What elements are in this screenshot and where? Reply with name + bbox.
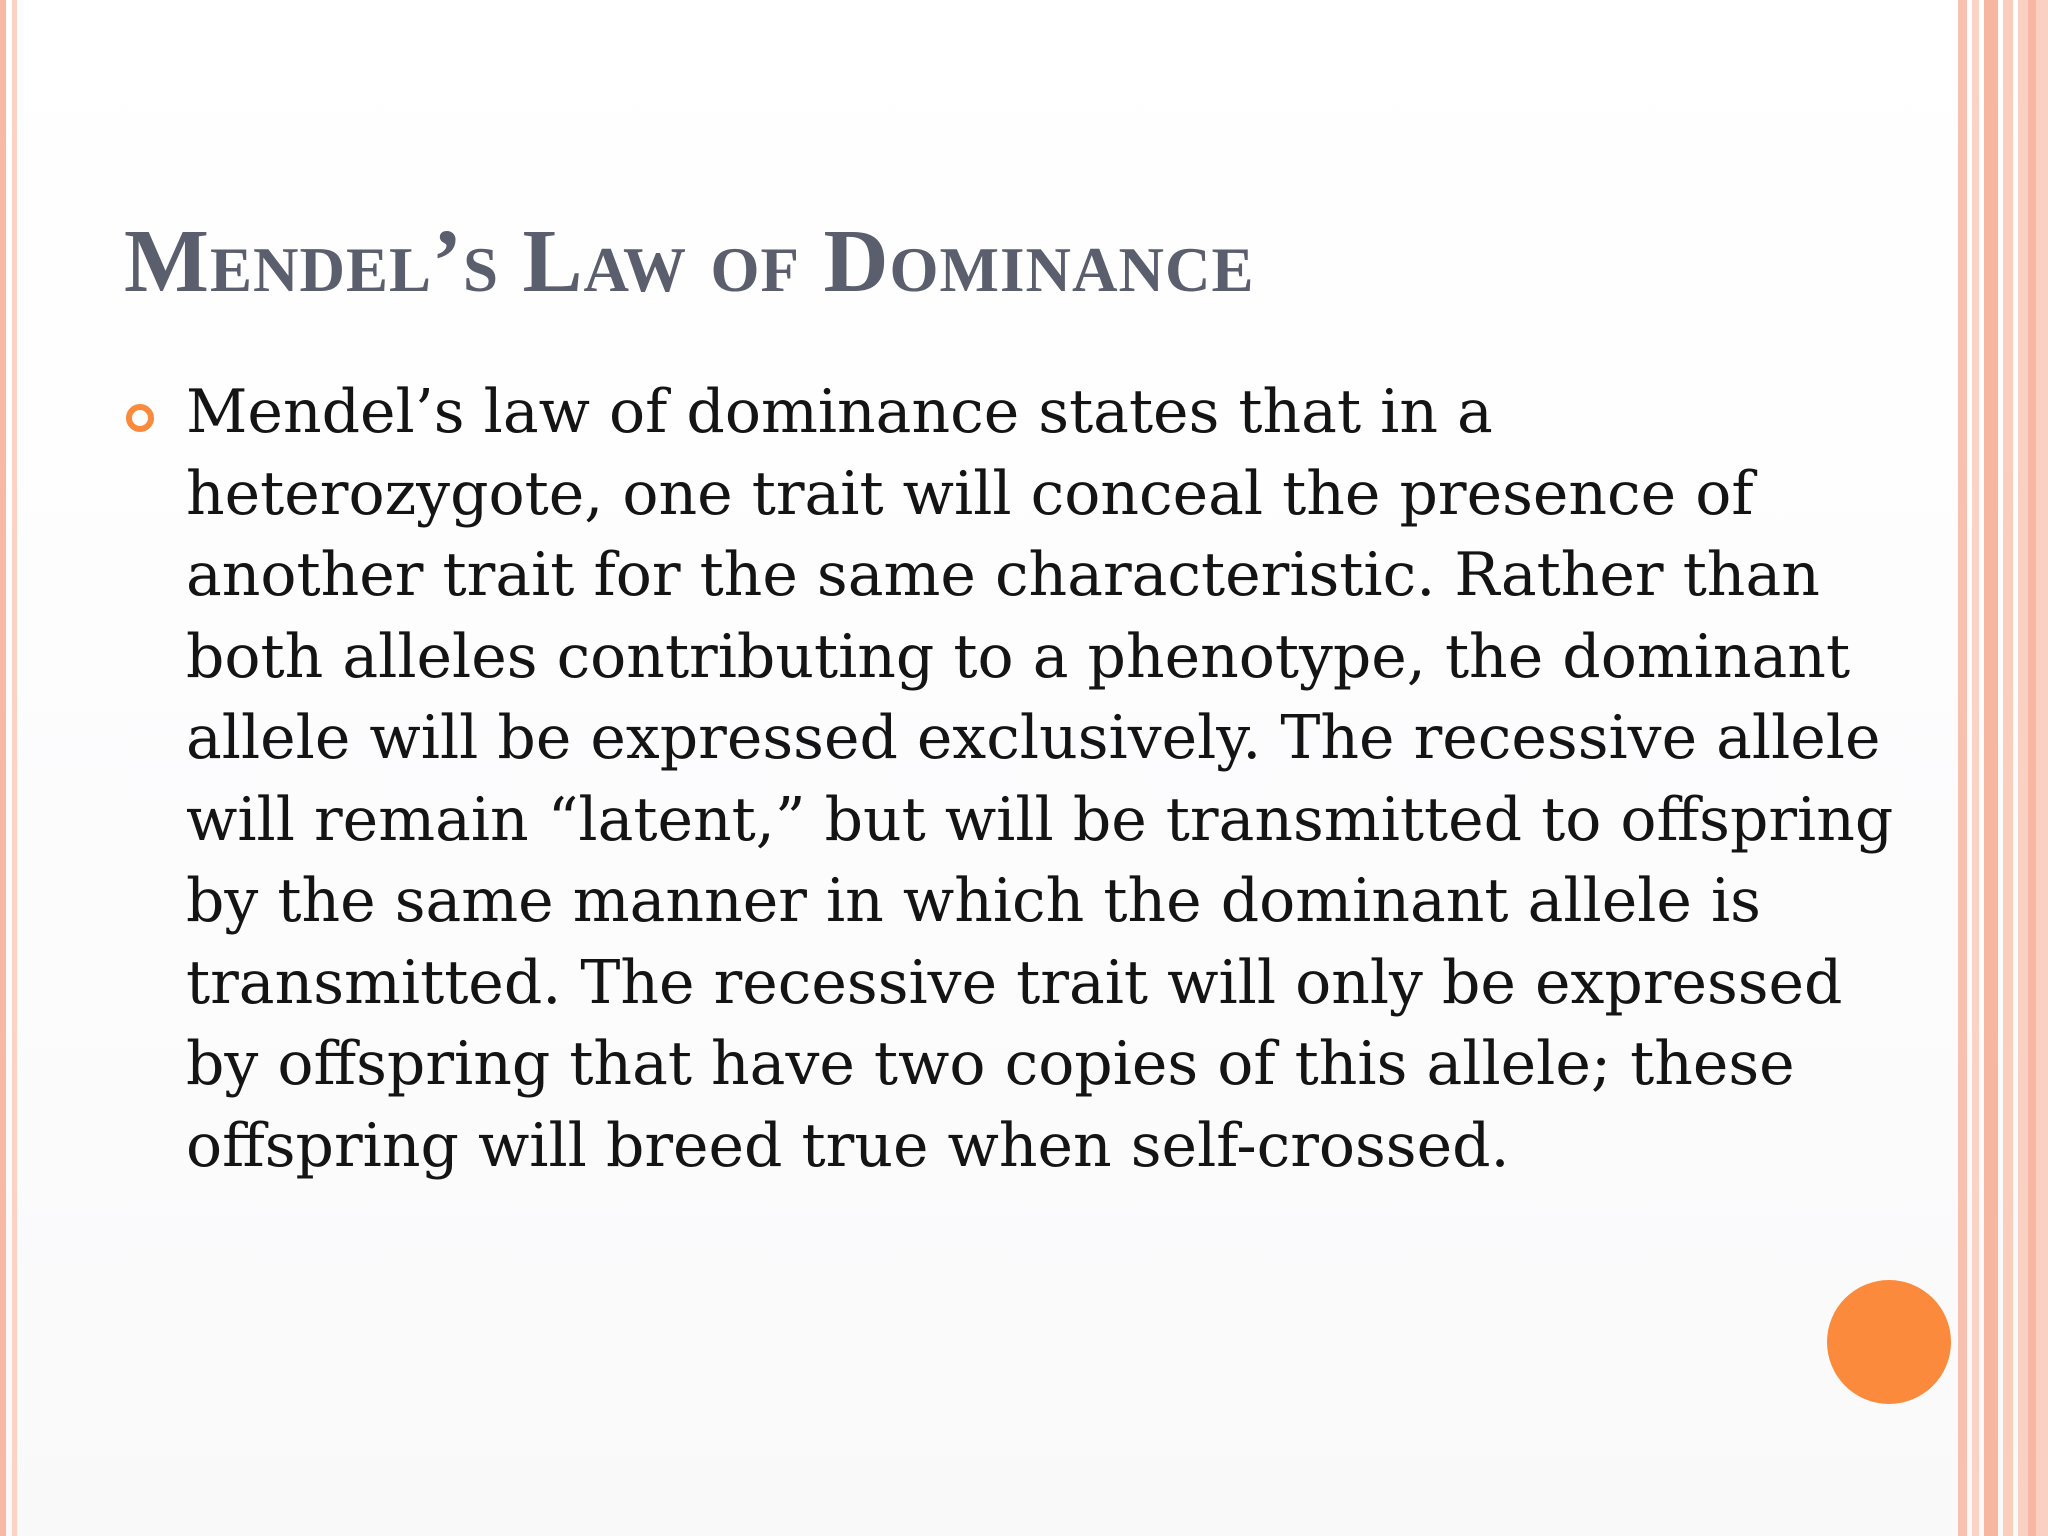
slide-title: Mendel’s Law of Dominance	[124, 212, 1255, 311]
right-border-stripe-6	[2028, 0, 2036, 1536]
orange-circle-decoration	[1827, 1280, 1951, 1404]
right-border-stripe-2	[1972, 0, 1979, 1536]
right-border-stripe-4	[2003, 0, 2013, 1536]
left-border-stripe-inner	[12, 0, 17, 1536]
bullet-item	[124, 372, 1894, 1187]
hollow-circle-bullet-icon	[126, 404, 154, 432]
right-border-stripe-1	[1958, 0, 1967, 1536]
bullet-list	[124, 372, 1894, 1187]
left-border-stripe-outer	[0, 0, 6, 1536]
right-border-stripe-3	[1984, 0, 1998, 1536]
bullet-text: Mendel’s law of dominance states that in a heterozygote, one trait will conceal the presence of another trait for the same characteristic. Rather than both alleles contributing to a phenotype, the dominant allele will be expressed exclusively. The recessive allele will remain “latent,” but will be transmitted to offspring by the same manner in which the dominant allele is transmitted. The recessive trait will only be expressed by offspring that have two copies of this allele; these offspring will breed true when self-crossed.	[186, 377, 1894, 1181]
